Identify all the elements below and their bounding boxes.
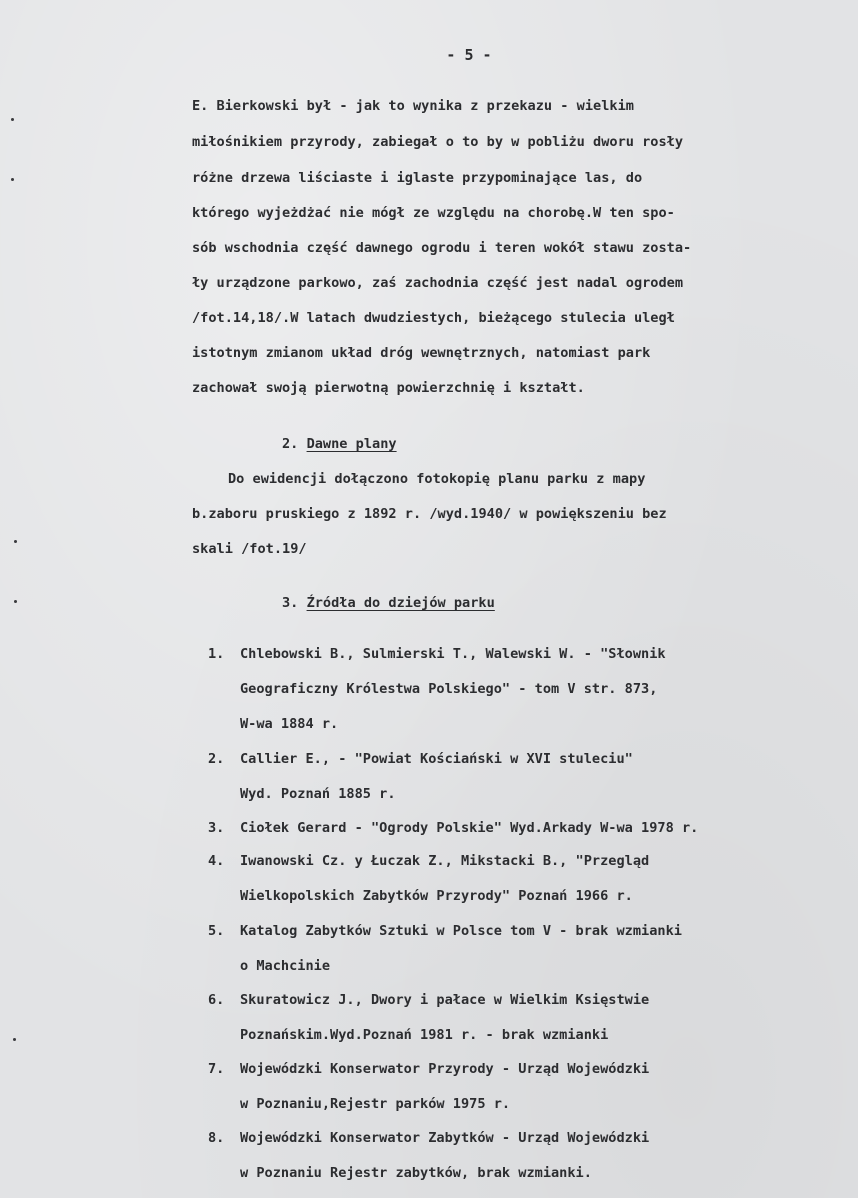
source-line: Skuratowicz J., Dwory i pałace w Wielkim Księstwie (240, 992, 650, 1008)
source-number: 2. (208, 751, 225, 767)
source-number: 1. (208, 646, 225, 662)
source-line: Wyd. Poznań 1885 r. (240, 786, 396, 802)
source-number: 8. (208, 1130, 225, 1146)
source-line: Wojewódzki Konserwator Zabytków - Urząd Wojewódzki (240, 1130, 650, 1146)
intro-line: różne drzewa liściaste i iglaste przypominające las, do (192, 170, 643, 186)
margin-speck (13, 1038, 16, 1041)
source-line: Ciołek Gerard - "Ogrody Polskie" Wyd.Arkady W-wa 1978 r. (240, 820, 699, 836)
intro-line: istotnym zmianom układ dróg wewnętrznych, natomiast park (192, 345, 651, 361)
source-number: 7. (208, 1061, 225, 1077)
source-number: 5. (208, 923, 225, 939)
intro-line: /fot.14,18/.W latach dwudziestych, bieżącego stulecia uległ (192, 310, 675, 326)
intro-line: którego wyjeżdżać nie mógł ze względu na chorobę.W ten spo- (192, 205, 675, 221)
section-3-heading (282, 595, 495, 611)
source-line: Poznańskim.Wyd.Poznań 1981 r. - brak wzmianki (240, 1027, 609, 1043)
source-line: w Poznaniu,Rejestr parków 1975 r. (240, 1096, 511, 1112)
source-line: Wojewódzki Konserwator Przyrody - Urząd Wojewódzki (240, 1061, 650, 1077)
source-line: Wielkopolskich Zabytków Przyrody" Poznań 1966 r. (240, 888, 633, 904)
margin-speck (14, 600, 17, 603)
source-line: Callier E., - "Powiat Kościański w XVI stuleciu" (240, 751, 633, 767)
source-line: Katalog Zabytków Sztuki w Polsce tom V - brak wzmianki (240, 923, 682, 939)
source-line: o Machcinie (240, 958, 331, 974)
source-line: W-wa 1884 r. (240, 716, 339, 732)
section-2-title: Dawne plany (306, 436, 397, 452)
page-number: - 5 - (446, 46, 492, 64)
source-number: 3. (208, 820, 225, 836)
source-line: Chlebowski B., Sulmierski T., Walewski W. - "Słownik (240, 646, 666, 662)
intro-line: E. Bierkowski był - jak to wynika z przekazu - wielkim (192, 98, 634, 114)
intro-line: ły urządzone parkowo, zaś zachodnia część jest nadal ogrodem (192, 275, 684, 291)
margin-speck (11, 178, 14, 181)
section-3-number: 3. (282, 595, 299, 611)
source-number: 6. (208, 992, 225, 1008)
section-2-line: skali /fot.19/ (192, 541, 307, 557)
intro-line: zachował swoją pierwotną powierzchnię i kształt. (192, 380, 585, 396)
section-2-line: b.zaboru pruskiego z 1892 r. /wyd.1940/ w powiększeniu bez (192, 506, 667, 522)
source-line: Geograficzny Królestwa Polskiego" - tom V str. 873, (240, 681, 658, 697)
intro-line: miłośnikiem przyrody, zabiegał o to by w pobliżu dworu rosły (192, 134, 684, 150)
section-2-line: Do ewidencji dołączono fotokopię planu parku z mapy (228, 471, 646, 487)
section-2-number: 2. (282, 436, 299, 452)
section-3-title: Źródła do dziejów parku (306, 595, 495, 611)
source-line: Iwanowski Cz. y Łuczak Z., Mikstacki B., "Przegląd (240, 853, 650, 869)
intro-line: sób wschodnia część dawnego ogrodu i teren wokół stawu zosta- (192, 240, 692, 256)
source-number: 4. (208, 853, 225, 869)
margin-speck (11, 118, 14, 121)
margin-speck (14, 540, 17, 543)
source-line: w Poznaniu Rejestr zabytków, brak wzmianki. (240, 1165, 592, 1181)
section-2-heading (282, 436, 397, 452)
